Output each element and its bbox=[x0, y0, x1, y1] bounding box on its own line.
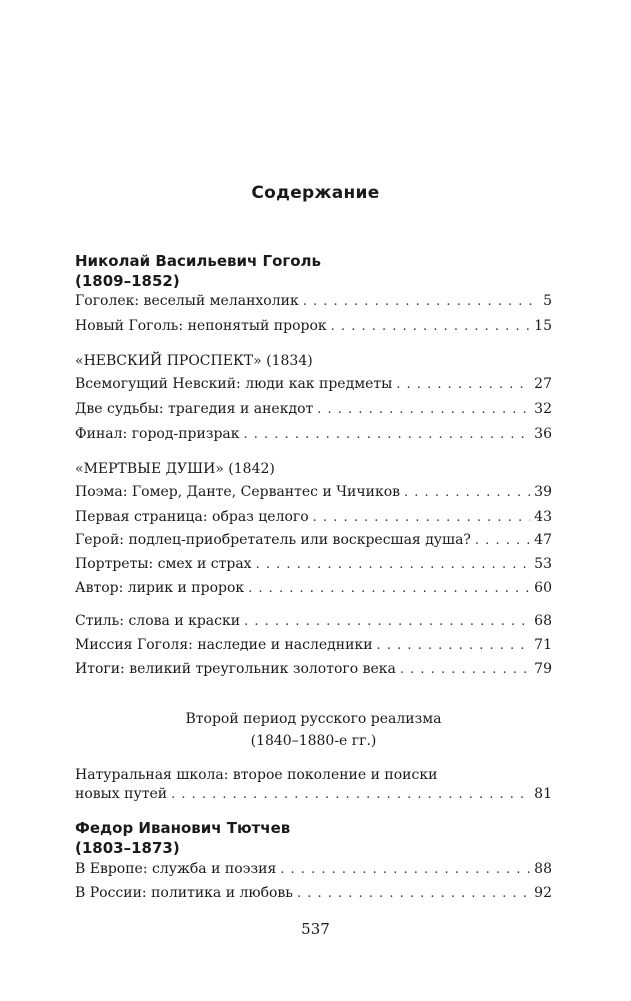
leader-dots bbox=[377, 638, 531, 653]
toc-entry-title: Поэма: Гомер, Данте, Сервантес и Чичиков bbox=[75, 484, 401, 500]
toc-entry-title: Финал: город-призрак bbox=[75, 426, 240, 442]
author-years-gogol: (1809–1852) bbox=[75, 272, 180, 290]
toc-entry-title: Миссия Гоголя: наследие и наследники bbox=[75, 637, 373, 653]
toc-entry-title: Всемогущий Невский: люди как предметы bbox=[75, 376, 393, 392]
toc-entry-page: 92 bbox=[534, 885, 552, 901]
leader-dots bbox=[400, 662, 530, 677]
toc-entry-title: В России: политика и любовь bbox=[75, 885, 293, 901]
toc-entry-page: 60 bbox=[534, 580, 552, 596]
leader-dots bbox=[331, 319, 531, 334]
leader-dots bbox=[475, 533, 530, 548]
toc-entry[interactable] bbox=[75, 637, 552, 657]
toc-entry-page: 39 bbox=[534, 484, 552, 500]
toc-entry-page: 88 bbox=[534, 861, 552, 877]
toc-entry[interactable] bbox=[75, 318, 552, 338]
toc-entry[interactable] bbox=[75, 861, 552, 881]
author-name-gogol: Николай Васильевич Гоголь bbox=[75, 252, 321, 270]
toc-entry[interactable] bbox=[75, 426, 552, 446]
leader-dots bbox=[248, 581, 530, 596]
toc-entry[interactable] bbox=[75, 885, 552, 905]
toc-entry-page: 53 bbox=[534, 556, 552, 572]
toc-entry-title: Герой: подлец-приобретатель или воскресшая душа? bbox=[75, 532, 471, 548]
page-number: 537 bbox=[301, 920, 330, 938]
leader-dots bbox=[171, 787, 530, 802]
toc-entry-title: В Европе: служба и поэзия bbox=[75, 861, 277, 877]
leader-dots bbox=[244, 614, 530, 629]
leader-dots bbox=[280, 862, 530, 877]
toc-entry-title: Новый Гоголь: непонятый пророк bbox=[75, 318, 327, 334]
toc-entry-page: 68 bbox=[534, 613, 552, 629]
toc-entry[interactable] bbox=[75, 509, 552, 529]
toc-entry[interactable] bbox=[75, 401, 552, 421]
toc-entry-page: 27 bbox=[534, 376, 552, 392]
toc-entry-title: Стиль: слова и краски bbox=[75, 613, 241, 629]
author-name-tyutchev: Федор Иванович Тютчев bbox=[75, 819, 291, 837]
toc-entry[interactable] bbox=[75, 293, 552, 313]
toc-entry[interactable] bbox=[75, 556, 552, 576]
toc-entry-page: 81 bbox=[534, 786, 552, 802]
leader-dots bbox=[396, 377, 530, 392]
toc-entry-page: 43 bbox=[534, 509, 552, 525]
work-heading-nevsky: «НЕВСКИЙ ПРОСПЕКТ» (1834) bbox=[75, 353, 313, 369]
toc-entry-page: 5 bbox=[543, 293, 552, 309]
leader-dots bbox=[404, 485, 530, 500]
toc-entry-page: 79 bbox=[534, 661, 552, 677]
toc-entry[interactable] bbox=[75, 580, 552, 600]
leader-dots bbox=[303, 294, 539, 309]
leader-dots bbox=[244, 427, 531, 442]
toc-entry-page: 36 bbox=[534, 426, 552, 442]
toc-entry-title: Автор: лирик и пророк bbox=[75, 580, 245, 596]
page-title: Содержание bbox=[251, 183, 380, 203]
period-heading: Второй период русского реализма bbox=[185, 711, 442, 727]
toc-entry[interactable] bbox=[75, 613, 552, 633]
period-years: (1840–1880-е гг.) bbox=[250, 733, 377, 749]
work-heading-dead-souls: «МЕРТВЫЕ ДУШИ» (1842) bbox=[75, 461, 275, 477]
toc-entry-title: новых путей bbox=[75, 786, 168, 802]
toc-entry-page: 32 bbox=[534, 401, 552, 417]
toc-entry-title: Портреты: смех и страх bbox=[75, 556, 252, 572]
toc-entry[interactable] bbox=[75, 484, 552, 504]
toc-entry-title: Две судьбы: трагедия и анекдот bbox=[75, 401, 314, 417]
toc-entry[interactable] bbox=[75, 532, 552, 552]
leader-dots bbox=[297, 886, 530, 901]
toc-entry-page: 71 bbox=[534, 637, 552, 653]
toc-entry-page: 15 bbox=[534, 318, 552, 334]
author-years-tyutchev: (1803–1873) bbox=[75, 839, 180, 857]
toc-entry[interactable] bbox=[75, 376, 552, 396]
toc-entry-title: Итоги: великий треугольник золотого века bbox=[75, 661, 396, 677]
leader-dots bbox=[317, 402, 530, 417]
leader-dots bbox=[256, 557, 531, 572]
toc-entry-title: Гоголек: веселый меланхолик bbox=[75, 293, 299, 309]
leader-dots bbox=[313, 510, 531, 525]
toc-entry[interactable] bbox=[75, 786, 552, 806]
toc-entry-title: Первая страница: образ целого bbox=[75, 509, 309, 525]
toc-entry-title-line1: Натуральная школа: второе поколение и поиски bbox=[75, 767, 438, 783]
toc-entry-page: 47 bbox=[534, 532, 552, 548]
toc-entry[interactable] bbox=[75, 661, 552, 681]
